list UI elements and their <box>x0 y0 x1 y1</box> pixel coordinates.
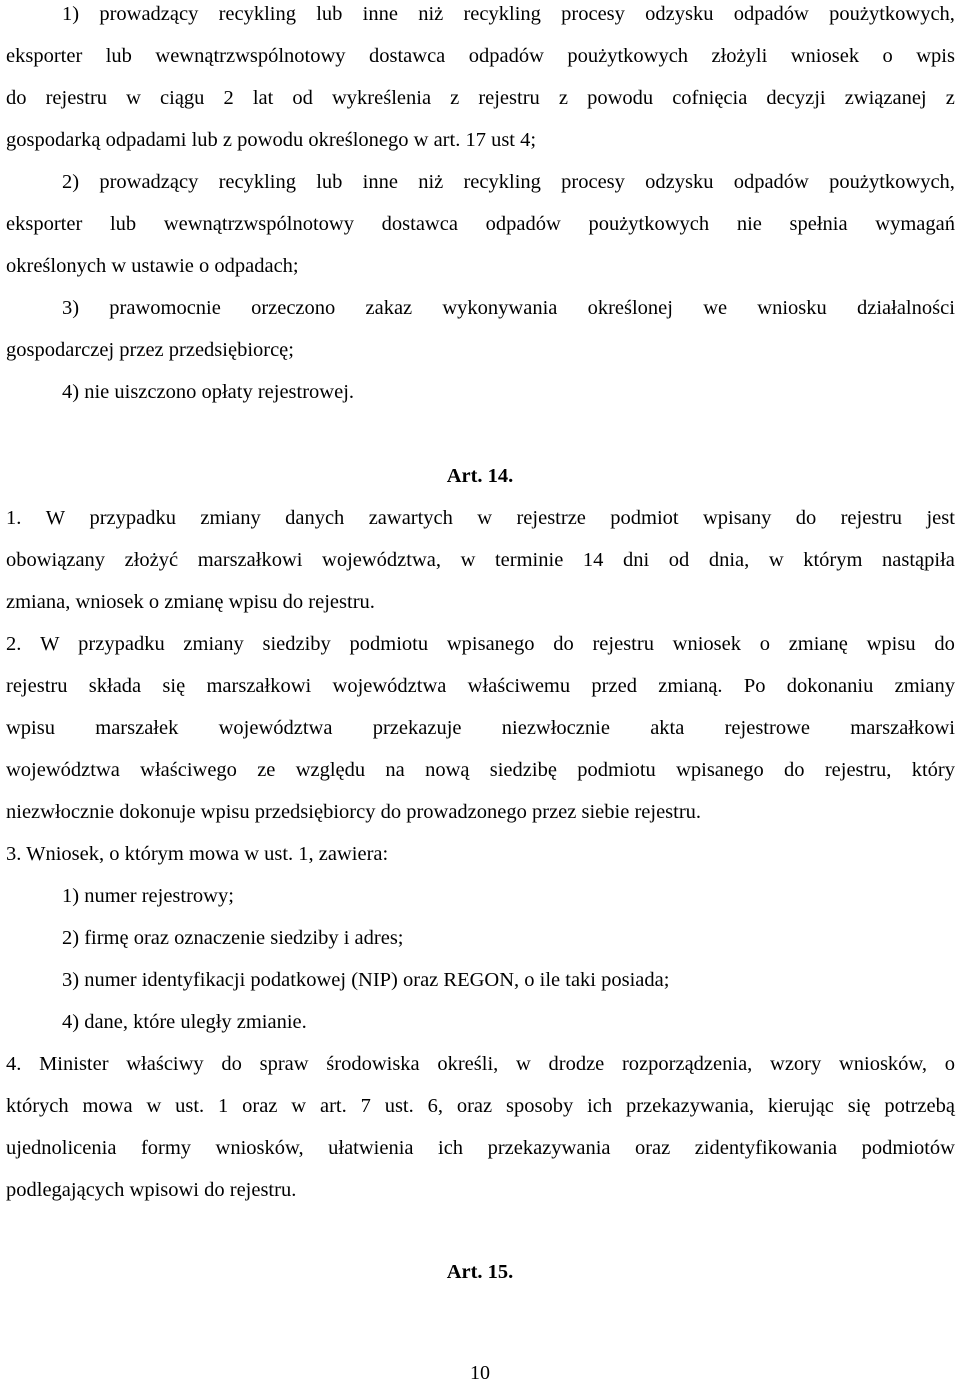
text-line: 4. Minister właściwy do spraw środowiska określi, w drodze rozporządzenia, wzory wniosków, o <box>6 1053 955 1075</box>
text-line: 4) dane, które uległy zmianie. <box>62 1011 307 1033</box>
text-line: niezwłocznie dokonuje wpisu przedsiębiorcy do prowadzonego przez siebie rejestru. <box>6 801 702 823</box>
text-line: 3. Wniosek, o którym mowa w ust. 1, zawiera: <box>6 843 389 865</box>
article-heading: Art. 14. <box>446 465 514 487</box>
text-line: których mowa w ust. 1 oraz w art. 7 ust. 6, oraz sposoby ich przekazywania, kierując się potrzebą <box>6 1095 955 1117</box>
text-line: podlegających wpisowi do rejestru. <box>6 1179 297 1201</box>
text-line: 4) nie uiszczono opłaty rejestrowej. <box>62 381 355 403</box>
text-line: 2. W przypadku zmiany siedziby podmiotu wpisanego do rejestru wniosek o zmianę wpisu do <box>6 633 955 655</box>
text-line: ujednolicenia formy wniosków, ułatwienia ich przekazywania oraz zidentyfikowania podmiotów <box>6 1137 955 1159</box>
text-line: 3) numer identyfikacji podatkowej (NIP) oraz REGON, o ile taki posiada; <box>62 969 670 991</box>
text-line: województwa właściwego ze względu na nową siedzibę podmiotu wpisanego do rejestru, który <box>6 759 955 781</box>
text-line: gospodarką odpadami lub z powodu określonego w art. 17 ust 4; <box>6 129 537 151</box>
text-line: eksporter lub wewnątrzwspólnotowy dostawca odpadów poużytkowych złożyli wniosek o wpis <box>6 45 955 67</box>
text-line: zmiana, wniosek o zmianę wpisu do rejestru. <box>6 591 375 613</box>
text-line: 2) prowadzący recykling lub inne niż recykling procesy odzysku odpadów poużytkowych, <box>62 171 955 193</box>
text-line: rejestru składa się marszałkowi województwa właściwemu przed zmianą. Po dokonaniu zmiany <box>6 675 955 697</box>
text-line: wpisu marszałek województwa przekazuje niezwłocznie akta rejestrowe marszałkowi <box>6 717 955 739</box>
text-line: do rejestru w ciągu 2 lat od wykreślenia z rejestru z powodu cofnięcia decyzji związanej z <box>6 87 955 109</box>
text-line: gospodarczej przez przedsiębiorcę; <box>6 339 294 361</box>
text-line: obowiązany złożyć marszałkowi województwa, w terminie 14 dni od dnia, w którym nastąpiła <box>6 549 955 571</box>
article-heading: Art. 15. <box>446 1261 514 1283</box>
text-line: 1. W przypadku zmiany danych zawartych w rejestrze podmiot wpisany do rejestru jest <box>6 507 955 529</box>
text-line: 1) prowadzący recykling lub inne niż recykling procesy odzysku odpadów poużytkowych, <box>62 3 955 25</box>
text-line: określonych w ustawie o odpadach; <box>6 255 299 277</box>
text-line: 3) prawomocnie orzeczono zakaz wykonywania określonej we wniosku działalności <box>62 297 955 319</box>
page-number: 10 <box>470 1362 490 1384</box>
text-line: eksporter lub wewnątrzwspólnotowy dostawca odpadów poużytkowych nie spełnia wymagań <box>6 213 955 235</box>
text-line: 2) firmę oraz oznaczenie siedziby i adres; <box>62 927 404 949</box>
text-line: 1) numer rejestrowy; <box>62 885 234 907</box>
